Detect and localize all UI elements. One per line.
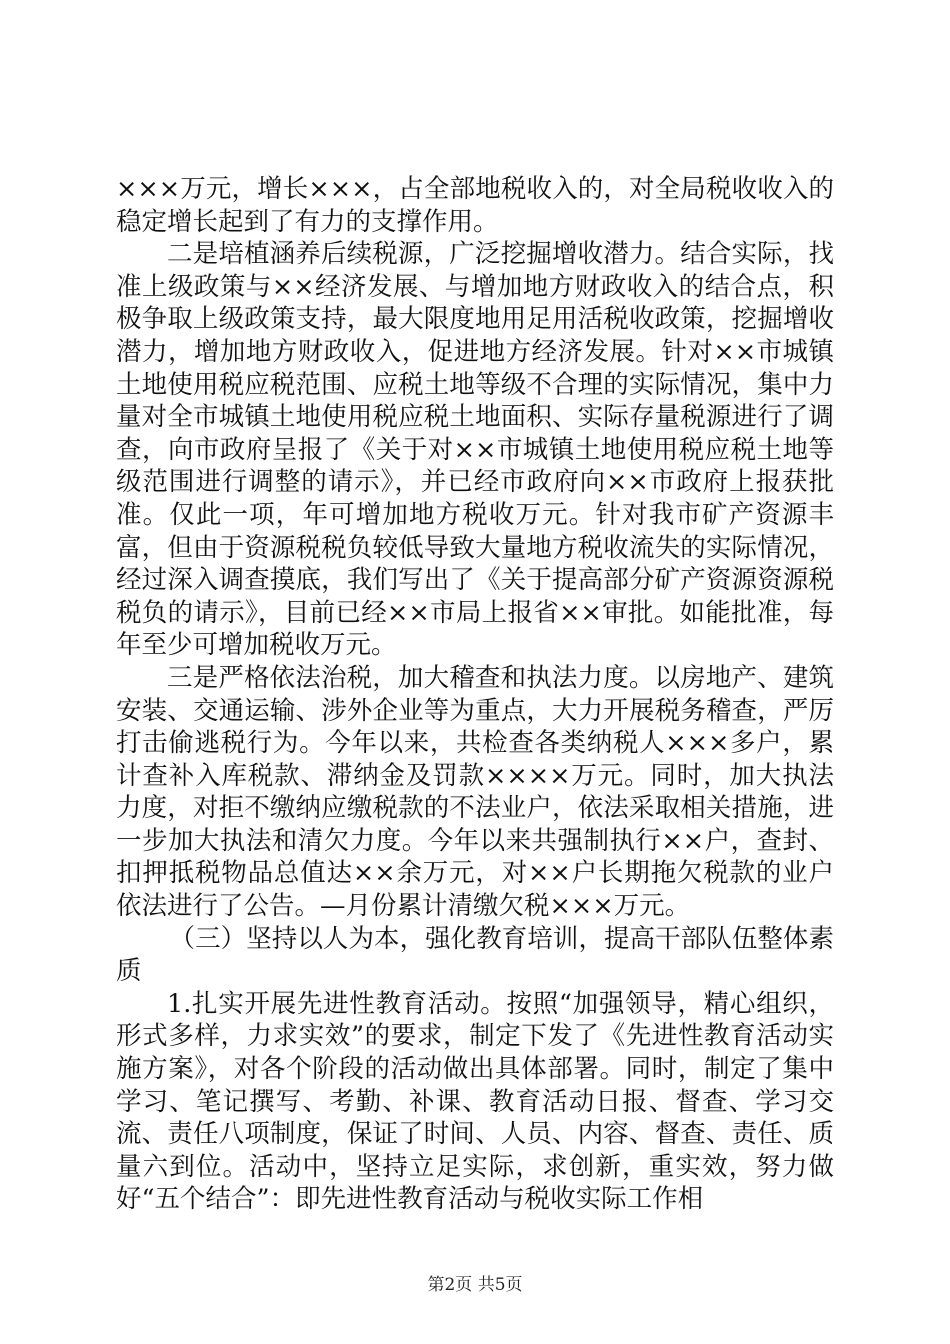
paragraph-education: 1.扎实开展先进性教育活动。按照“加强领导，精心组织，形式多样，力求实效”的要求，制定下发了《先进性教育活动实施方案》，对各个阶段的活动做出具体部署。同时，制定了集中学习、笔记撰写、考勤、补课、教育活动日报、督查、学习交流、责任八项制度，保证了时间、人员、内容、督查、责任、质量六到位。活动中，坚持立足实际，求创新，重实效，努力做好“五个结合”：即先进性教育活动与税收实际工作相 <box>116 988 834 1215</box>
paragraph-continuation: ×××万元，增长×××，占全部地税收入的，对全局税收收入的稳定增长起到了有力的支撑作用。 <box>116 174 834 237</box>
page-number: 第2页 共5页 <box>427 1275 523 1295</box>
paragraph-tax-enforcement: 三是严格依法治税，加大稽查和执法力度。以房地产、建筑安装、交通运输、涉外企业等为重点，大力开展税务稽查，严厉打击偷逃税行为。今年以来，共检查各类纳税人×××多户，累计查补入库税款、滞纳金及罚款××××万元。同时，加大执法力度，对拒不缴纳应缴税款的不法业户，依法采取相关措施，进一步加大执法和清欠力度。今年以来共强制执行××户，查封、扣押抵税物品总值达××余万元，对××户长期拖欠税款的业户依法进行了公告。—月份累计清缴欠税×××万元。 <box>116 662 834 922</box>
section-heading: （三）坚持以人为本，强化教育培训，提高干部队伍整体素质 <box>116 923 834 987</box>
document-body <box>116 173 834 1216</box>
paragraph-tax-source: 二是培植涵养后续税源，广泛挖掘增收潜力。结合实际，找准上级政策与××经济发展、与增加地方财政收入的结合点，积极争取上级政策支持，最大限度地用足用活税收政策，挖掘增收潜力，增加地方财政收入，促进地方经济发展。针对××市城镇土地使用税应税范围、应税土地等级不合理的实际情况，集中力量对全市城镇土地使用税应税土地面积、实际存量税源进行了调查，向市政府呈报了《关于对××市城镇土地使用税应税土地等级范围进行调整的请示》，并已经市政府向××市政府上报获批准。仅此一项，年可增加地方税收万元。针对我市矿产资源丰富，但由于资源税税负较低导致大量地方税收流失的实际情况，经过深入调查摸底，我们写出了《关于提高部分矿产资源资源税税负的请示》，目前已经××市局上报省××审批。如能批准，每年至少可增加税收万元。 <box>116 239 834 661</box>
